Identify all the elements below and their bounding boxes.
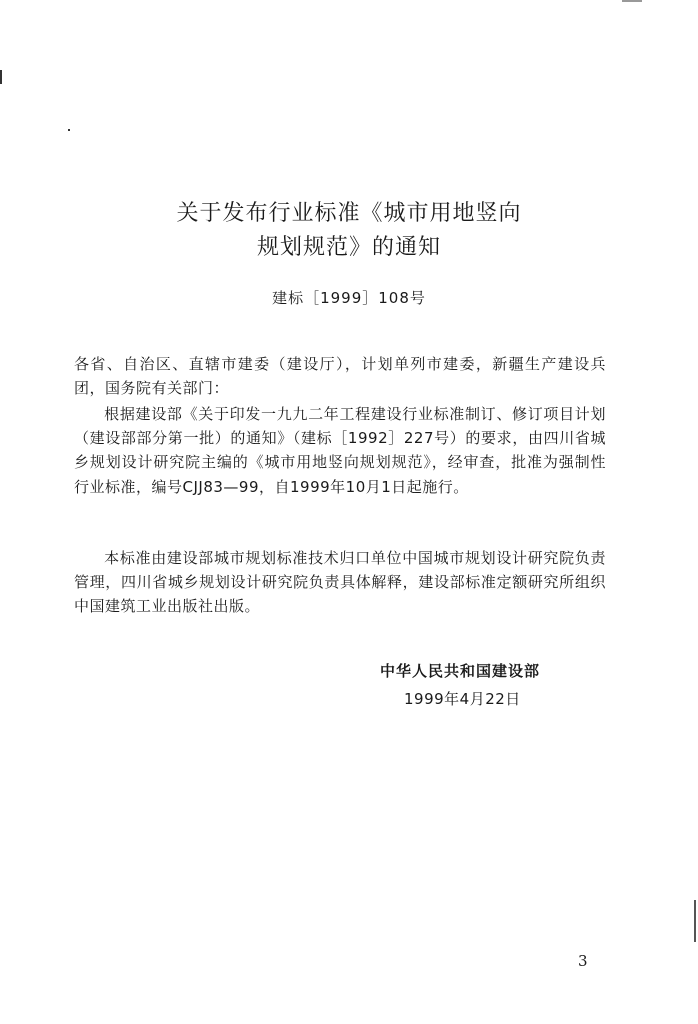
body-paragraph-1-text: 根据建设部《关于印发一九九二年工程建设行业标准制订、修订项目计划（建设部部分第一批）的通知》（建标［1992］227号）的要求，由四川省城乡规划设计研究院主编的《城市用地竖向规划规范》，经审查，批准为强制性行业标准，编号CJJ83—99，自1999年10月1日起施行。 [74, 405, 606, 496]
issuing-authority: 中华人民共和国建设部 [380, 662, 541, 680]
page-number: 3 [578, 952, 588, 970]
scan-mark [694, 900, 696, 942]
scan-mark [68, 129, 70, 131]
scan-mark [622, 0, 642, 2]
body-paragraph-2-text: 本标准由建设部城市规划标准技术归口单位中国城市规划设计研究院负责管理，四川省城乡规划设计研究院负责具体解释，建设部标准定额研究所组织中国建筑工业出版社出版。 [74, 549, 606, 616]
body-paragraph-1 [74, 402, 606, 499]
notice-title-line1: 关于发布行业标准《城市用地竖向 [176, 201, 522, 226]
scan-mark [0, 70, 2, 84]
body-paragraph-2 [74, 546, 606, 619]
notice-title-line2: 规划规范》的通知 [256, 235, 441, 260]
document-number: 建标［1999］108号 [272, 289, 426, 307]
addressee: 各省、自治区、直辖市建委（建设厅），计划单列市建委，新疆生产建设兵团，国务院有关部门： [74, 355, 606, 398]
issue-date: 1999年4月22日 [404, 690, 521, 708]
